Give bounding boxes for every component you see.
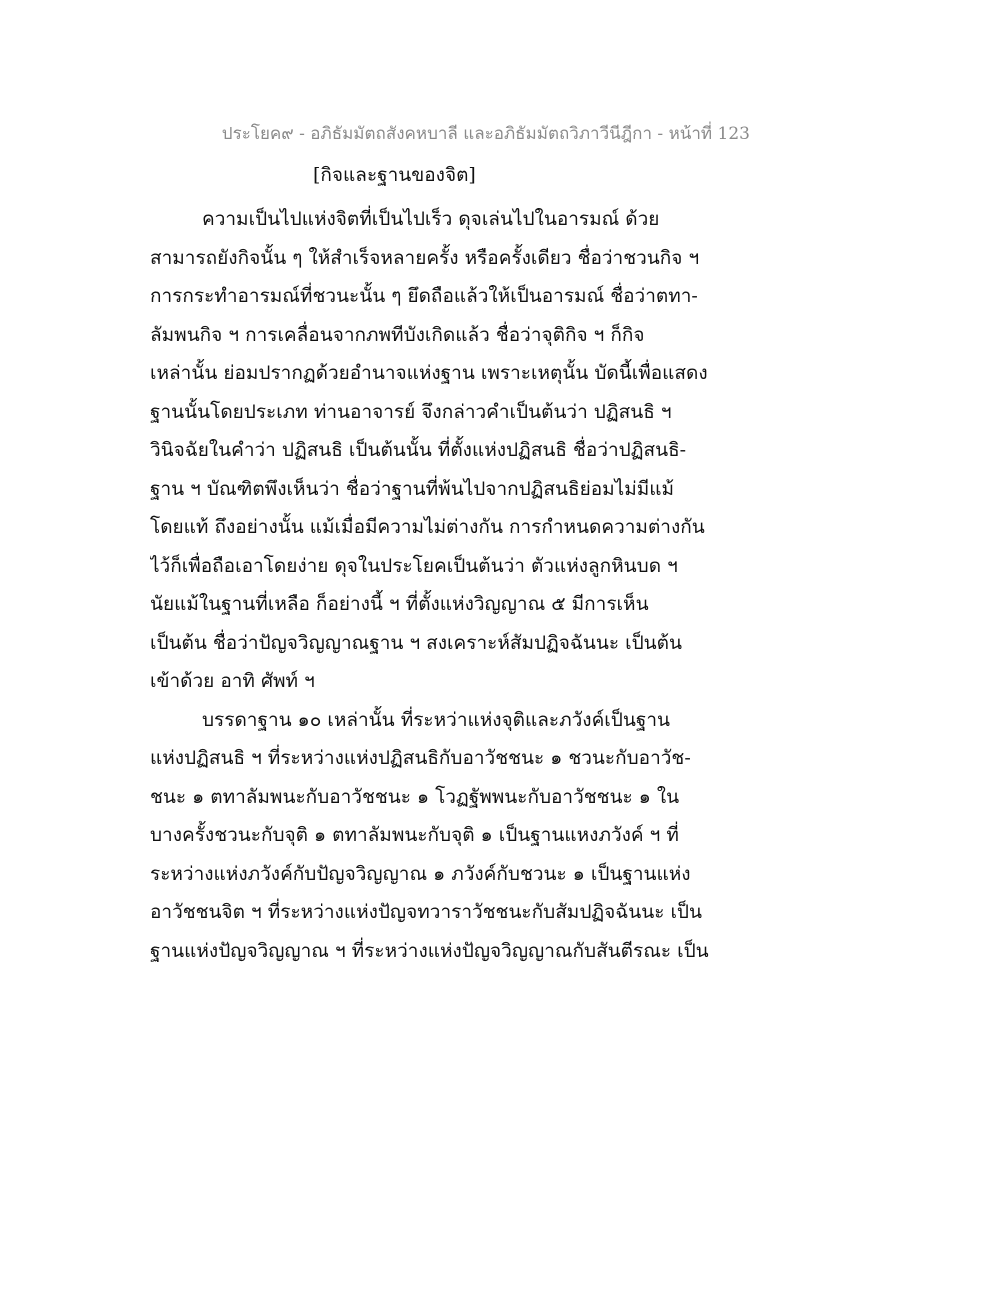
text-line: ฐานนั้นโดยประเภท ท่านอาจารย์ จึงกล่าวคำเป็นต้นว่า ปฏิสนธิ ฯ xyxy=(150,400,672,423)
text-line: โดยแท้ ถึงอย่างนั้น แม้เมื่อมีความไม่ต่างกัน การกำหนดความต่างกัน xyxy=(150,516,705,538)
paragraph-1 xyxy=(150,200,710,701)
text-line: บรรดาฐาน ๑๐ เหล่านั้น ที่ระหว่าแห่งจุติและภวังค์เป็นฐาน xyxy=(202,708,670,731)
text-line: เป็นต้น ชื่อว่าปัญจวิญญาณฐาน ฯ สงเคราะห์สัมปฏิจฉันนะ เป็นต้น xyxy=(150,631,682,654)
text-line: ไว้ก็เพื่อถือเอาโดยง่าย ดุจในประโยคเป็นต้นว่า ตัวแห่งลูกหินบด ฯ xyxy=(150,554,678,577)
text-line: นัยแม้ในฐานที่เหลือ ก็อย่างนี้ ฯ ที่ตั้งแห่งวิญญาณ ๕ มีการเห็น xyxy=(150,593,649,615)
text-line: แห่งปฏิสนธิ ฯ ที่ระหว่างแห่งปฏิสนธิกับอาวัชชนะ ๑ ชวนะกับอาวัช- xyxy=(150,747,691,769)
body-text xyxy=(150,200,710,970)
text-line: ฐานแห่งปัญจวิญญาณ ฯ ที่ระหว่างแห่งปัญจวิญญาณกับสันตีรณะ เป็น xyxy=(150,939,709,962)
page-running-header: ประโยค๙ - อภิธัมมัตถสังคหบาลี และอภิธัมมัตถวิภาวีนีฎีกา - หน้าที่ 123 xyxy=(221,124,750,144)
text-line: ฐาน ฯ บัณฑิตพึงเห็นว่า ชื่อว่าฐานที่พ้นไปจากปฏิสนธิย่อมไม่มีแม้ xyxy=(150,477,675,500)
text-line: ชนะ ๑ ตทาลัมพนะกับอาวัชชนะ ๑ โวฏฐัพพนะกับอาวัชชนะ ๑ ใน xyxy=(150,785,680,808)
text-line: สามารถยังกิจนั้น ๆ ให้สำเร็จหลายครั้ง หรือครั้งเดียว ชื่อว่าชวนกิจ ฯ xyxy=(150,246,700,269)
text-line: ลัมพนกิจ ฯ การเคลื่อนจากภพทีบังเกิดแล้ว ชื่อว่าจุติกิจ ฯ ก็กิจ xyxy=(150,323,645,346)
section-heading: [กิจและฐานของจิต] xyxy=(313,164,476,186)
text-line: การกระทำอารมณ์ที่ชวนะนั้น ๆ ยึดถือแล้วให้เป็นอารมณ์ ชื่อว่าตทา- xyxy=(150,285,698,307)
text-line: บางครั้งชวนะกับจุติ ๑ ตทาลัมพนะกับจุติ ๑ เป็นฐานแหงภวังค์ ฯ ที่ xyxy=(150,824,679,846)
text-line: ระหว่างแห่งภวังค์กับปัญจวิญญาณ ๑ ภวังค์กับชวนะ ๑ เป็นฐานแห่ง xyxy=(150,862,691,885)
text-line: อาวัชชนจิต ฯ ที่ระหว่างแห่งปัญจทวาราวัชชนะกับสัมปฏิจฉันนะ เป็น xyxy=(150,901,702,923)
text-line: เหล่านั้น ย่อมปรากฏด้วยอำนาจแห่งฐาน เพราะเหตุนั้น บัดนี้เพื่อแสดง xyxy=(150,362,708,384)
text-line: เข้าด้วย อาทิ ศัพท์ ฯ xyxy=(150,670,315,692)
text-line: วินิจฉัยในคำว่า ปฏิสนธิ เป็นต้นนั้น ที่ตั้งแห่งปฏิสนธิ ชื่อว่าปฏิสนธิ- xyxy=(150,439,687,461)
paragraph-2 xyxy=(150,701,710,971)
text-line: ความเป็นไปแห่งจิตที่เป็นไปเร็ว ดุจเล่นไปในอารมณ์ ด้วย xyxy=(202,208,660,230)
